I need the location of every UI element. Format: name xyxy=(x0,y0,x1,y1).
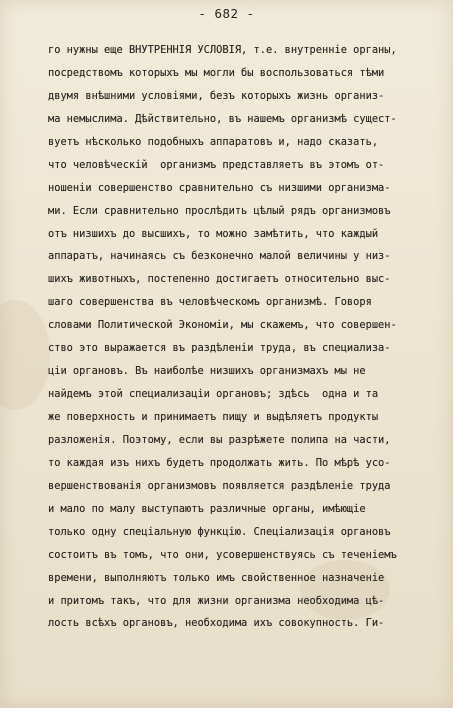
text-line: го нужны еще ВНУТРЕННІЯ УСЛОВІЯ, т.е. внутренніе органы, xyxy=(48,44,397,56)
text-line: только одну спеціальную функцію. Спеціализація органовъ xyxy=(48,525,391,538)
text-line: ство это выражается въ раздѣленіи труда, въ специализа- xyxy=(48,342,391,355)
text-line: посредствомъ которыхъ мы могли бы воспользоваться тѣми xyxy=(48,66,385,79)
text-line: шихъ животныхъ, постепенно достигаетъ относительно выс- xyxy=(48,273,391,286)
text-line: вершенствованія организмовъ появляется раздѣленіе труда xyxy=(48,479,391,492)
text-line: найдемъ этой специализаціи органовъ; здѣсь одна и та xyxy=(48,388,379,401)
text-line: то каждая изъ нихъ будетъ продолжать жить. По мѣрѣ усо- xyxy=(48,456,391,469)
text-line: и притомъ такъ, что для жизни организма необходима цѣ- xyxy=(48,594,385,607)
page-number: - 682 - xyxy=(198,6,255,21)
paper-stain xyxy=(0,300,50,410)
text-line: ми. Если сравнительно прослѣдить цѣлый рядъ организмовъ xyxy=(48,204,391,217)
body-text xyxy=(48,39,448,635)
text-line: разложенія. Поэтому, если вы разрѣжете полипа на части, xyxy=(48,433,391,446)
text-line: ма немыслима. Дѣйствительно, въ нашемъ организмѣ сущест- xyxy=(48,112,397,125)
text-line: ношеніи совершенство сравнительно съ низшими организма- xyxy=(48,181,391,194)
text-line: словами Политической Экономіи, мы скажемъ, что совершен- xyxy=(48,319,397,332)
text-line: же поверхность и принимаетъ пищу и выдѣляетъ продукты xyxy=(48,411,379,423)
text-line: аппаратъ, начинаясь съ безконечно малой величины у низ- xyxy=(48,250,391,263)
text-line: двумя внѣшними условіями, безъ которыхъ жизнь организ- xyxy=(48,89,385,102)
text-line: и мало по малу выступаютъ различные органы, имѣющіе xyxy=(48,502,366,515)
text-line: ціи органовъ. Въ наиболѣе низшихъ организмахъ мы не xyxy=(48,365,366,378)
text-line: вуетъ нѣсколько подобныхъ аппаратовъ и, надо сказать, xyxy=(48,135,379,148)
text-line: времени, выполняютъ только имъ свойственное назначеніе xyxy=(48,571,385,584)
text-line: что человѣческій организмъ представляетъ въ этомъ от- xyxy=(48,158,385,171)
text-line: отъ низшихъ до высшихъ, то можно замѣтить, что каждый xyxy=(48,227,379,240)
text-line: состоитъ въ томъ, что они, усовершенствуясь съ теченіемъ xyxy=(48,548,397,561)
text-line: шаго совершенства въ человѣческомъ организмѣ. Говоря xyxy=(48,296,372,309)
text-line: лость всѣхъ органовъ, необходима ихъ совокупность. Ги- xyxy=(48,617,385,630)
